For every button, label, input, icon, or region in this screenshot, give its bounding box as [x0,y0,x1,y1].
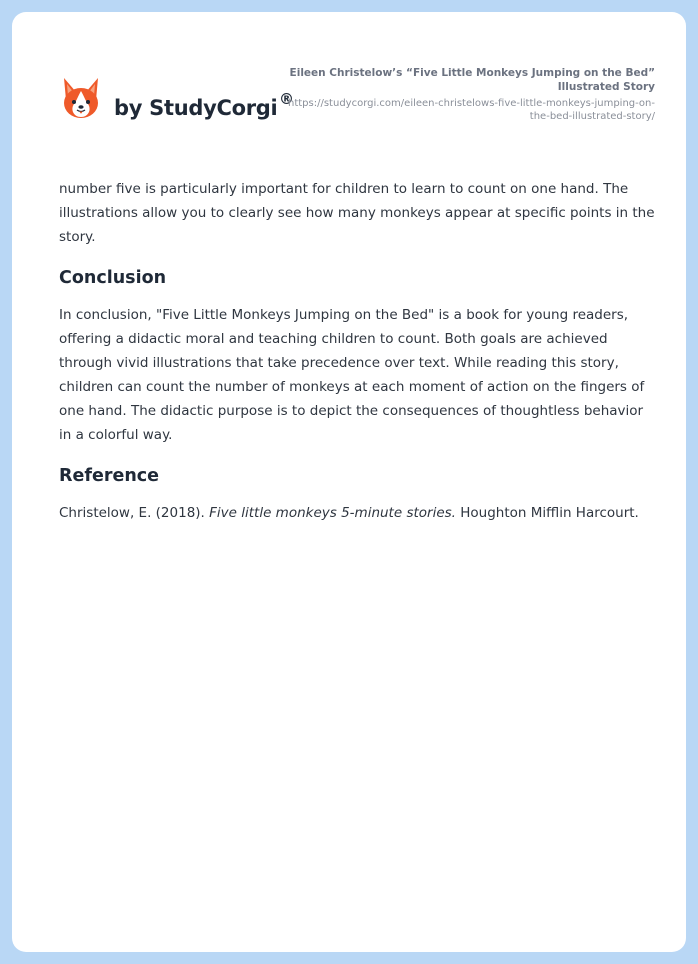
registered-mark: ® [279,90,294,108]
conclusion-heading: Conclusion [59,268,167,288]
document-body [59,177,659,525]
studycorgi-logo[interactable] [60,76,310,140]
document-header [285,66,655,123]
reference-heading: Reference [59,466,160,486]
intro-paragraph: number five is particularly important for children to learn to count on one hand. The illustrations allow you to clearly see how many monkeys appear at specific points in the story. [59,181,655,245]
reference-entry [59,501,659,525]
corgi-icon [60,76,102,122]
reference-publisher: Houghton Mifflin Harcourt. [455,505,639,521]
document-title: Eileen Christelow’s “Five Little Monkeys Jumping on the Bed” Illustrated Story [289,67,655,93]
reference-author: Christelow, E. (2018). [59,505,210,521]
conclusion-paragraph: In conclusion, "Five Little Monkeys Jumping on the Bed" is a book for young readers, offering a didactic moral and teaching children to count. Both goals are achieved through vivid illustrations that take precedence over text. While reading this story, children can count the number of monkeys at each moment of action on the fingers of one hand. The didactic purpose is to depict the consequences of thoughtless behavior in a colorful way. [59,307,645,443]
document-url[interactable]: https://studycorgi.com/eileen-christelows-five-little-monkeys-jumping-on-the-bed-illustrated-story/ [288,98,655,122]
reference-title: Five little monkeys 5-minute stories. [209,505,456,521]
brand-name: by StudyCorgi [114,96,278,120]
document-page [12,12,686,952]
